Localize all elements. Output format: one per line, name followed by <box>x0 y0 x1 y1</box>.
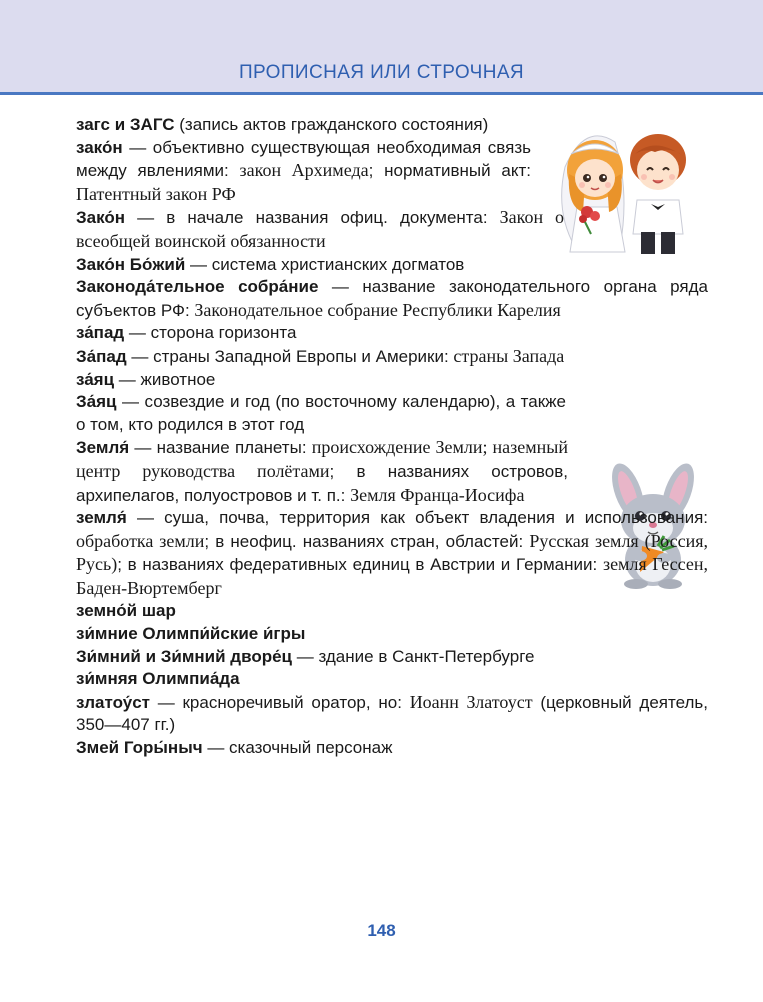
entry-headword: загс и ЗАГС <box>76 115 175 134</box>
entry-headword: Зако́н <box>76 208 126 228</box>
entry-headword: златоу́ст <box>76 692 150 712</box>
entry-definition: — система христианских догматов <box>185 254 465 274</box>
dictionary-entry <box>76 646 708 669</box>
entry-headword: зи́мняя Олимпиа́да <box>76 669 240 689</box>
dictionary-entry <box>76 276 708 322</box>
entry-example: страны Запада <box>453 345 565 366</box>
entry-definition: — созвездие и год (по восточному календарю), а также о том, кто родился в этот год <box>76 392 566 434</box>
dictionary-entry <box>76 369 708 392</box>
entry-definition: — название законодательного органа ряда субъектов РФ: <box>76 277 708 320</box>
entry-example: происхождение Земли; наземный центр руководства полётами <box>76 437 568 481</box>
dictionary-entry <box>76 668 708 691</box>
dictionary-entry <box>76 600 708 623</box>
dictionary-entry <box>76 737 708 760</box>
entry-definition: — здание в Санкт-Петербурге <box>292 646 535 666</box>
entry-definition: (церковный деятель, 350—407 гг.) <box>76 692 708 735</box>
entry-example: Законодательное собрание Республики Карелия <box>194 299 561 320</box>
entry-headword: Змей Горы́ныч <box>76 738 203 758</box>
entry-headword: За́яц <box>76 392 117 412</box>
entry-example: Закон о всеобщей воинской обязанности <box>76 207 564 251</box>
dictionary-content <box>76 114 708 760</box>
entry-headword: За́пад <box>76 346 127 366</box>
dictionary-entry <box>76 137 531 207</box>
entry-definition: — животное <box>114 369 216 389</box>
entry-headword: за́яц <box>76 369 115 389</box>
entry-headword: зако́н <box>76 137 123 157</box>
entry-definition: ; в названиях федеративных единиц в Австрии и Германии: <box>117 555 603 575</box>
entry-definition: (запись актов гражданского состояния) <box>174 115 489 134</box>
page-title: ПРОПИСНАЯ ИЛИ СТРОЧНАЯ <box>238 62 525 83</box>
dictionary-entry <box>76 507 708 600</box>
entry-headword: зи́мние Олимпи́йские и́гры <box>76 624 306 644</box>
entry-definition: — страны Западной Европы и Америки: <box>126 346 454 366</box>
dictionary-entry <box>76 436 568 507</box>
entry-headword: за́пад <box>76 323 125 343</box>
entry-headword: Земля́ <box>76 438 130 458</box>
entry-definition: ; в неофиц. названиях стран, областей: <box>204 531 530 551</box>
dictionary-entry <box>76 114 531 137</box>
entry-headword: земно́й шар <box>76 601 176 621</box>
entry-definition: ; нормативный акт: <box>368 161 531 181</box>
dictionary-entry <box>76 391 566 436</box>
entry-definition: — суша, почва, территория как объект владения и использования: <box>126 508 708 528</box>
entry-definition: — сторона горизонта <box>124 323 297 343</box>
dictionary-entry <box>76 691 708 737</box>
page-number: 148 <box>367 921 396 940</box>
entry-headword: земля́ <box>76 508 127 528</box>
entry-headword: Законода́тельное собра́ние <box>76 277 319 297</box>
entry-example: Русская земля (Россия, Русь) <box>76 530 708 575</box>
entry-example: обработка земли <box>76 530 205 551</box>
entry-headword: Зако́н Бо́жий <box>76 254 186 274</box>
entry-example: Иоанн Златоуст <box>409 691 533 712</box>
dictionary-entry <box>76 254 708 277</box>
dictionary-entry <box>76 345 708 369</box>
entry-example: земля Гессен, Баден-Вюртемберг <box>76 554 708 598</box>
entry-example: закон Архимеда <box>239 160 369 181</box>
dictionary-entry <box>76 206 564 253</box>
entry-definition: — сказочный персонаж <box>202 738 393 758</box>
entry-definition: — название планеты: <box>129 438 312 458</box>
entry-definition: — в начале названия офиц. документа: <box>125 208 500 228</box>
entry-headword: Зи́мний и Зи́мний дворе́ц <box>76 646 293 666</box>
entry-example: Земля Франца-Иосифа <box>350 484 525 505</box>
dictionary-entry <box>76 322 708 345</box>
entry-definition: — красноречивый оратор, но: <box>149 692 410 712</box>
entry-definition: ; в названиях островов, архипелагов, полуостровов и т. п.: <box>76 461 568 505</box>
entry-example: Патентный закон РФ <box>76 183 236 204</box>
header-rule <box>0 92 763 95</box>
dictionary-entry <box>76 623 708 646</box>
entry-definition: — объективно существующая необходимая связь между явлениями: <box>76 137 531 181</box>
